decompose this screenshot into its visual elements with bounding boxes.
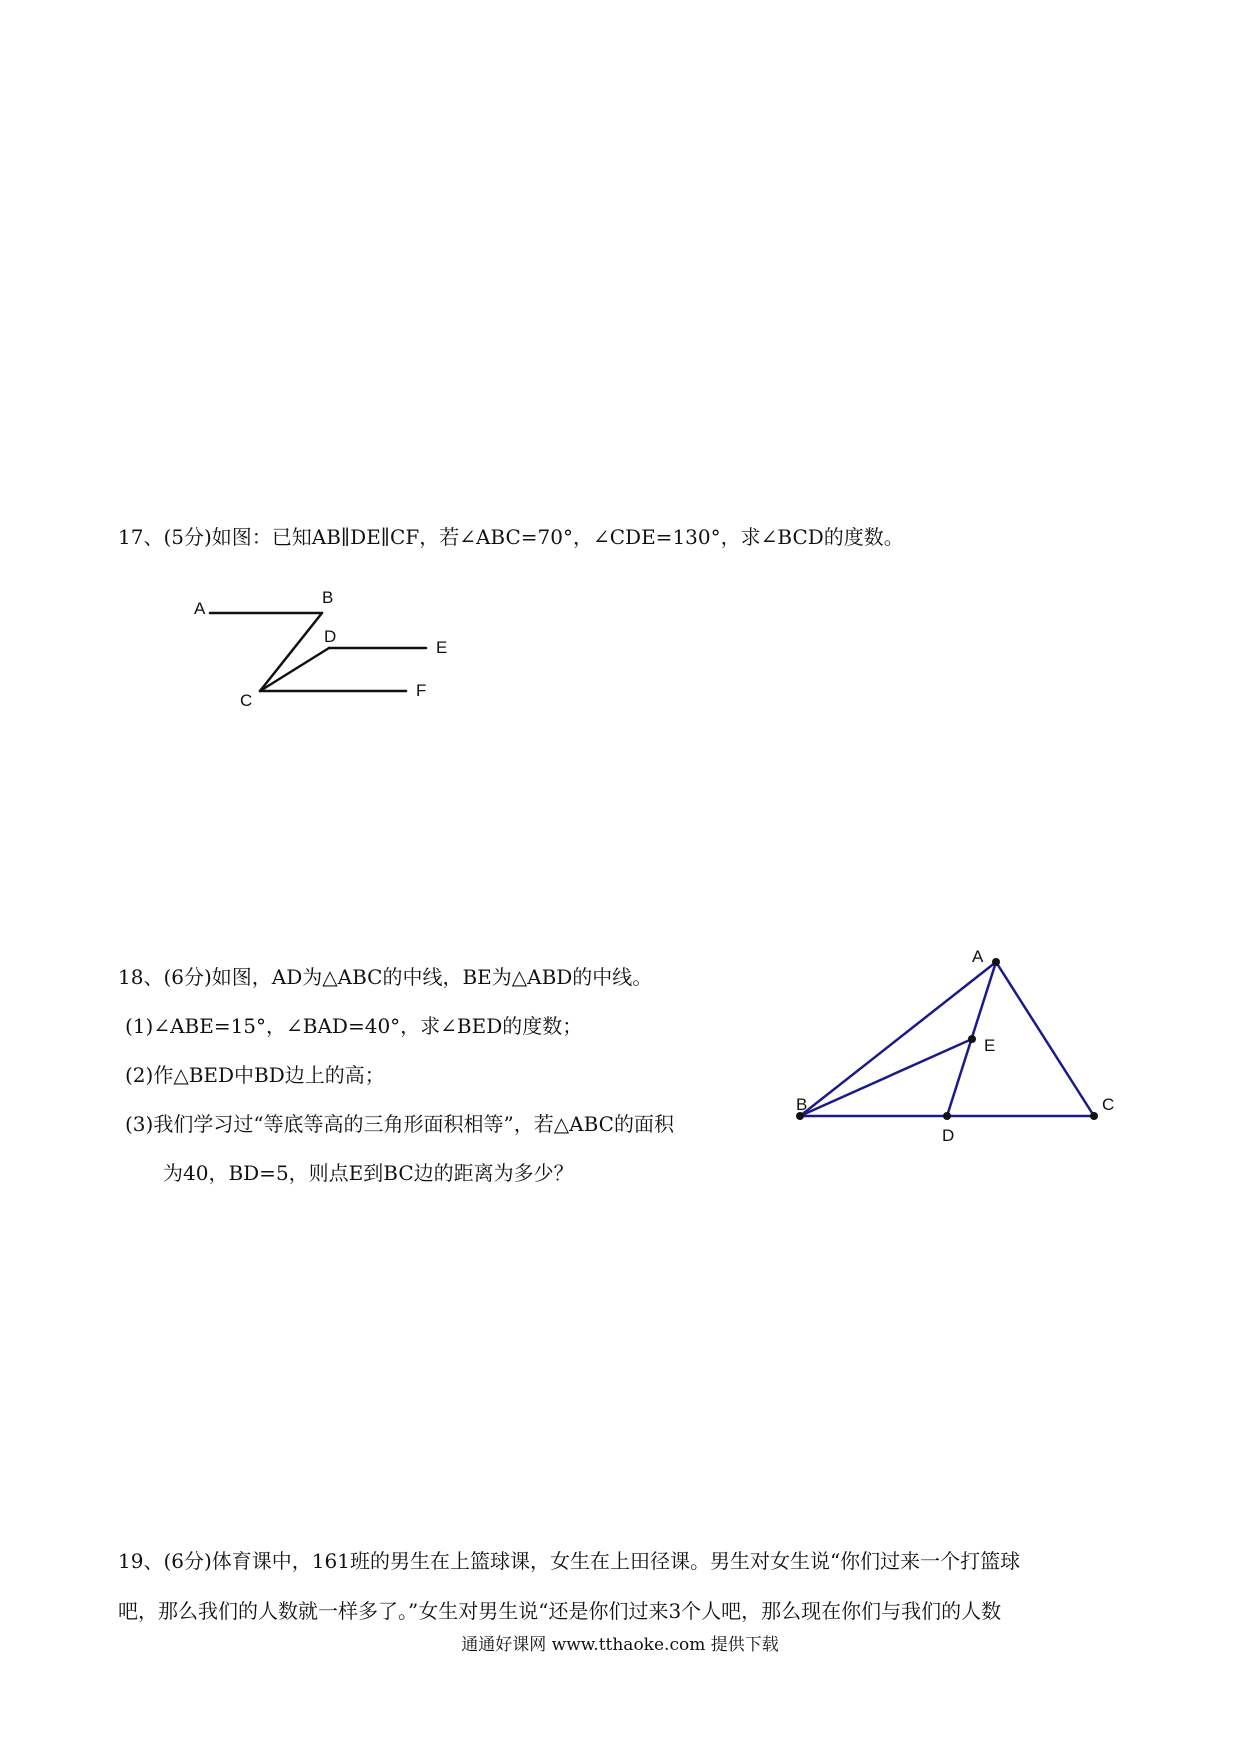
point-c — [1090, 1112, 1098, 1120]
q18-part2: (2)作△BED中BD边上的高； — [125, 1063, 385, 1087]
point-d — [943, 1112, 951, 1120]
label-e: E — [436, 638, 448, 657]
label-e: E — [984, 1036, 996, 1055]
q18-part3-line1: (3)我们学习过“等底等高的三角形面积相等”，若△ABC的面积 — [125, 1112, 674, 1136]
label-a: A — [972, 947, 984, 966]
q18-intro: 18、(6分)如图，AD为△ABC的中线，BE为△ABD的中线。 — [118, 965, 653, 989]
point-a — [992, 958, 1000, 966]
q17-text: 17、(5分)如图：已知AB∥DE∥CF，若∠ABC=70°，∠CDE=130°，求∠BCD的度数。 — [118, 525, 904, 549]
label-b: B — [322, 588, 334, 607]
footer-source: 通通好课网 www.tthaoke.com 提供下载 — [461, 1635, 779, 1655]
q18-part1: (1)∠ABE=15°，∠BAD=40°，求∠BED的度数； — [125, 1014, 583, 1038]
point-e — [968, 1035, 976, 1043]
seg-be — [800, 1039, 972, 1116]
q17-figure — [180, 580, 480, 740]
seg-ab — [800, 962, 996, 1116]
label-d: D — [324, 627, 337, 646]
label-d: D — [942, 1126, 955, 1145]
line-bc — [260, 613, 322, 691]
label-c: C — [1102, 1095, 1115, 1114]
seg-ac — [996, 962, 1094, 1116]
q19-line2: 吧，那么我们的人数就一样多了。”女生对男生说“还是你们过来3个人吧，那么现在你们与我们的人数 — [118, 1599, 1002, 1623]
line-cd — [260, 648, 329, 691]
q19-line1: 19、(6分)体育课中，161班的男生在上篮球课，女生在上田径课。男生对女生说“你们过来一个打篮球 — [118, 1549, 1021, 1573]
q18-part3-line2: 为40，BD=5，则点E到BC边的距离为多少？ — [163, 1161, 574, 1185]
label-f: F — [416, 681, 427, 700]
q18-figure — [780, 940, 1120, 1145]
label-b: B — [796, 1095, 808, 1114]
label-a: A — [194, 599, 206, 618]
label-c: C — [240, 691, 253, 710]
